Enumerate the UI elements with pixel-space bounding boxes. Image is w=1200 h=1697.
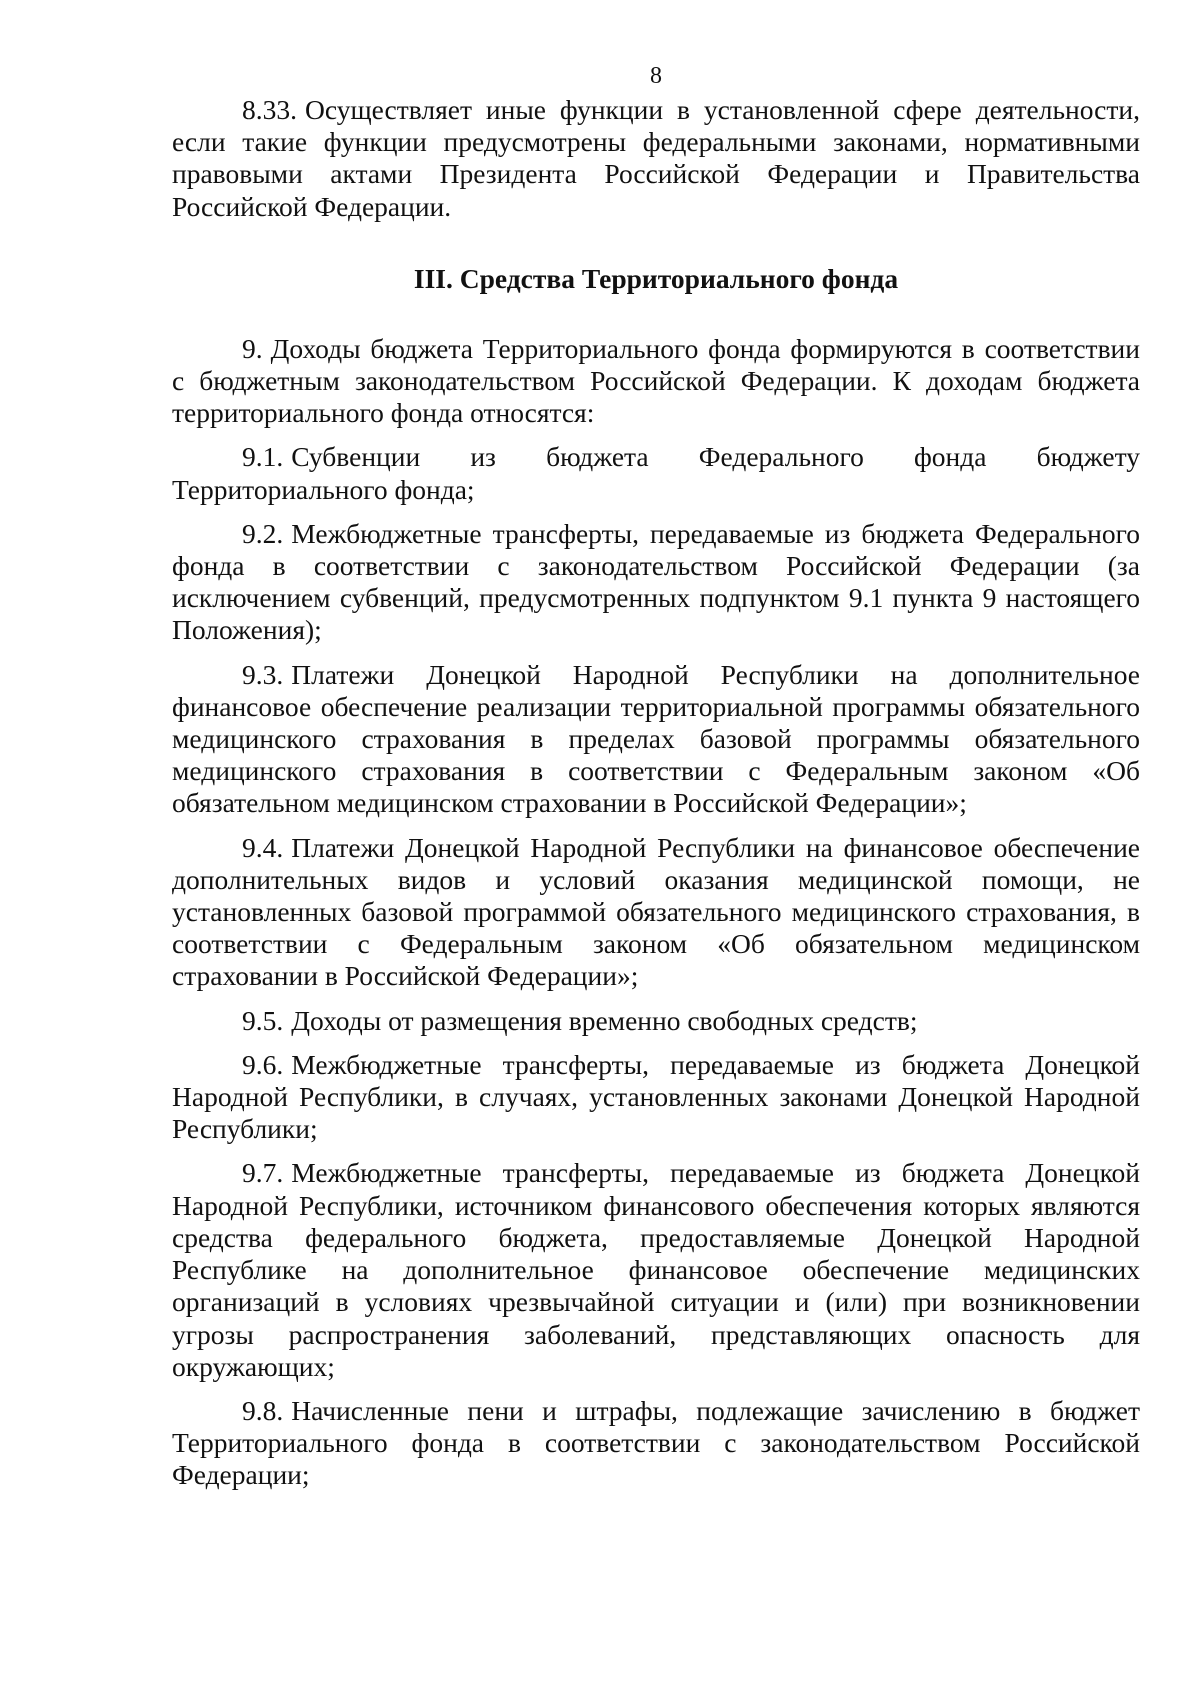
paragraph-number: 9.6. bbox=[242, 1048, 284, 1080]
paragraph-text: Межбюджетные трансферты, передаваемые из бюджета Донецкой Народной Республики, в случаях, установленных законами Донецкой Народной Республики; bbox=[172, 1048, 1140, 1145]
paragraph-text: Осуществляет иные функции в установленной сфере деятельности, если такие функции предусмотрены федеральными законами, нормативными правовыми актами Президента Российской Федерации и Правительства Российской Федерации. bbox=[172, 94, 1140, 222]
paragraph-9-5 bbox=[172, 1005, 1140, 1037]
paragraph-9-8 bbox=[172, 1395, 1140, 1492]
paragraph-number: 9.2. bbox=[242, 517, 284, 549]
paragraph-9-4 bbox=[172, 832, 1140, 993]
paragraph-9-7 bbox=[172, 1157, 1140, 1382]
paragraph-9-1 bbox=[172, 441, 1140, 505]
paragraph-text: Доходы бюджета Территориального фонда формируются в соответствии с бюджетным законодательством Российской Федерации. К доходам бюджета территориального фонда относятся: bbox=[172, 332, 1140, 429]
paragraph-text: Платежи Донецкой Народной Республики на финансовое обеспечение дополнительных видов и условий оказания медицинской помощи, не установленных базовой программой обязательного медицинского страхования, в соответствии с Федеральным законом «Об обязательном медицинском страховании в Российской Федерации»; bbox=[172, 831, 1140, 992]
paragraph-number: 9.3. bbox=[242, 658, 284, 690]
page-number: 8 bbox=[650, 63, 662, 89]
paragraph-text: Субвенции из бюджета Федерального фонда бюджету Территориального фонда; bbox=[172, 441, 1140, 505]
paragraph-text: Платежи Донецкой Народной Республики на дополнительное финансовое обеспечение реализации территориальной программы обязательного медицинского страхования в пределах базовой программы обязательного медицинского страхования в соответствии с Федеральным законом «Об обязательном медицинском страховании в Российской Федерации»; bbox=[172, 658, 1140, 819]
paragraph-number: 9. bbox=[242, 332, 263, 364]
paragraph-number: 9.5. bbox=[242, 1004, 284, 1036]
paragraph-text: Межбюджетные трансферты, передаваемые из бюджета Донецкой Народной Республики, источником финансового обеспечения которых являются средства федерального бюджета, предоставляемые Донецкой Народной Республике на дополнительное финансовое обеспечение медицинских организаций в условиях чрезвычайной ситуации и (или) при возникновении угрозы распространения заболеваний, представляющих опасность для окружающих; bbox=[172, 1157, 1140, 1382]
paragraph-9-6 bbox=[172, 1049, 1140, 1146]
paragraph-number: 9.7. bbox=[242, 1157, 284, 1189]
paragraph-number: 8.33. bbox=[242, 94, 297, 125]
paragraph-9-3 bbox=[172, 659, 1140, 820]
document-page bbox=[172, 60, 1140, 1504]
paragraph-8-33 bbox=[172, 94, 1140, 223]
paragraph-text: Межбюджетные трансферты, передаваемые из бюджета Федерального фонда в соответствии с законодательством Российской Федерации (за исключением субвенций, предусмотренных подпунктом 9.1 пункта 9 настоящего Положения); bbox=[172, 517, 1140, 646]
paragraph-text: Доходы от размещения временно свободных средств; bbox=[291, 1004, 918, 1036]
paragraph-number: 9.1. bbox=[242, 441, 284, 473]
paragraph-text: Начисленные пени и штрафы, подлежащие зачислению в бюджет Территориального фонда в соответствии с законодательством Российской Федерации; bbox=[172, 1394, 1140, 1491]
paragraph-9 bbox=[172, 333, 1140, 430]
paragraph-9-2 bbox=[172, 518, 1140, 647]
paragraph-number: 9.8. bbox=[242, 1394, 284, 1426]
paragraph-number: 9.4. bbox=[242, 831, 284, 863]
section-heading: III. Средства Территориального фонда bbox=[413, 262, 899, 294]
